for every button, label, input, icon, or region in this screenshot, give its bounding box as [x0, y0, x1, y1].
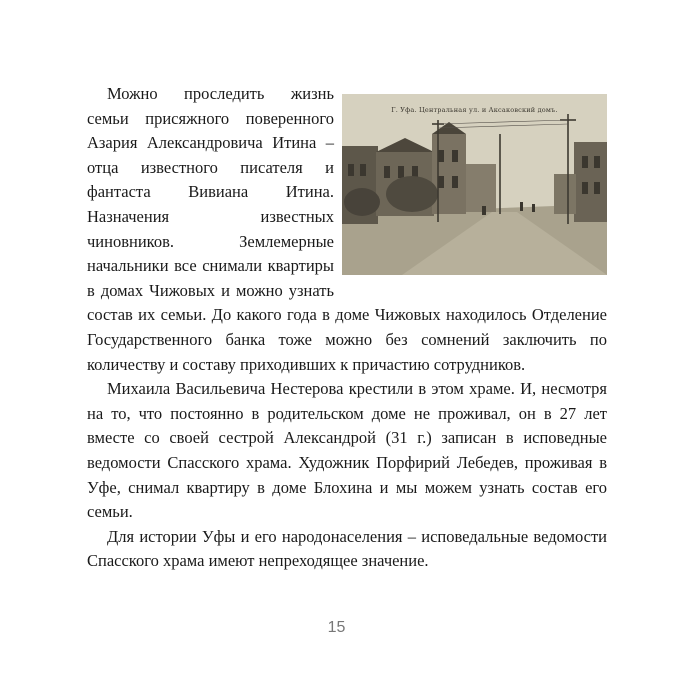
page-number: 15 [327, 619, 346, 636]
main-text [87, 82, 607, 574]
paragraph: Можно проследить жизнь семьи присяжного поверенного Азария Александровича Итина – отца известного писателя и фантаста Вивиана Итина. Назначения известных чиновников. Землемерные начальники все снимали квартиры в домах Чижовых и можно узнать состав их семьи. До какого года в доме Чижовых находилось Отделение Государственного банка тоже можно без сомнений заключить по количеству и составу приходивших к причастию сотрудников. [87, 84, 607, 374]
paragraph: Михаила Васильевича Нестерова крестили в этом храме. И, несмотря на то, что постоянно в родительском доме не проживал, он в 27 лет вместе со своей сестрой Александрой (31 г.) записан в исповедные ведомости Спасского храма. Художник Порфирий Лебедев, проживая в Уфе, снимал квартиру в доме Блохина и мы можем узнать состав его семьи. [87, 379, 607, 522]
paragraph: Для истории Уфы и его народонаселения – исповедальные ведомости Спасского храма имеют непреходящее значение. [87, 526, 607, 571]
photo-caption: Г. Уфа. Центральная ул. и Аксаковский домъ. [391, 106, 558, 114]
historical-photo [342, 94, 607, 275]
